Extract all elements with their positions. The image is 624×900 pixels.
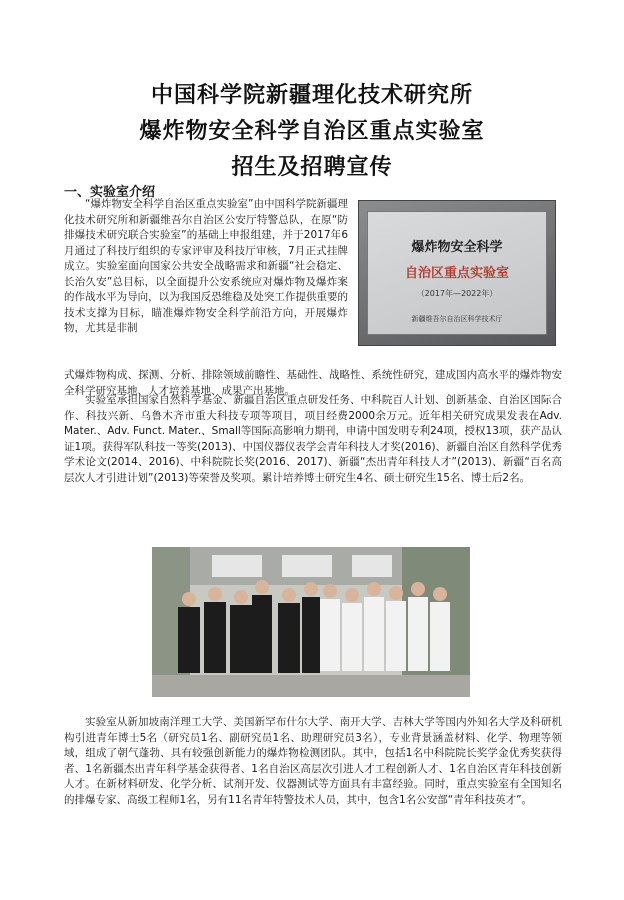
lab-plaque-photo [358,200,556,346]
plaque-line-2: 自治区重点实验室 [404,266,509,281]
team-group-photo [152,547,470,697]
team-paragraph: 实验室从新加坡南洋理工大学、美国新罕布什尔大学、南开大学、吉林大学等国内外知名大学及科研机构引进青年博士5名（研究员1名、副研究员1名、助理研究员3名），专业背景涵盖材料、化学、物理等领域，组成了朝气蓬勃、具有较强创新能力的爆炸物检测团队。其中，包括1名中科院院长奖学金优秀奖获得者、1名新疆杰出青年科学基金获得者、1名自治区高层次引进人才工程创新人才、1名自治区青年科技创新人才。在新材料研发、化学分析、试剂开发、仪器测试等方面具有丰富经验。同时，重点实验室有全国知名的排爆专家、高级工程师1名，另有11名青年特警技术人员，其中，包含1名公安部“青年科技英才”。 [64,716,562,806]
plaque-panel [367,211,547,335]
plaque-line-4: 新疆维吾尔自治区科学技术厅 [411,315,503,323]
research-paragraph: 实验室承担国家自然科学基金、新疆自治区重点研发任务、中科院百人计划、创新基金、自治区国际合作、科技兴新、乌鲁木齐市重大科技专项等项目，项目经费2000余万元。近年相关研究成果发表在Adv. Mater.、Adv. Funct. Mater.、Small等国际高影响力期刊，申请中国发明专利24项，授权13项，获产品认证1项。获得军队科技一等奖(2013)、中国仪器仪表学会青年科技人才奖(2016)、新疆自治区自然科学优秀学术论文(2014、2016)、中科院院长奖(2016、2017)、新疆“杰出青年科技人才”(2013)、新疆“百名高层次人才引进计划”(2013)等荣誉及奖项。累计培养博士研究生4名、硕士研究生15名、博士后2名。 [64,394,562,484]
section-heading: 一、实验室介绍 [64,185,156,200]
intro-paragraph-continued: 式爆炸物构成、探测、分析、排除领域前瞻性、基础性、战略性、系统性研究，建成国内高水平的爆炸物安全科学研究基地、人才培养基地、成果产出基地。 [64,369,562,397]
title-line-3: 招生及招聘宣传 [231,155,393,180]
plaque-line-1: 爆炸物安全科学 [411,240,503,255]
plaque-line-3: （2017年—2022年） [416,289,498,298]
intro-paragraph: “爆炸物安全科学自治区重点实验室”由中国科学院新疆理化技术研究所和新疆维吾尔自治区公安厅特警总队，在原“防排爆技术研究联合实验室”的基础上申报组建，并于2017年6月通过了科技厅组织的专家评审及科技厅审核，7月正式挂牌成立。实验室面向国家公共安全战略需求和新疆“社会稳定、长治久安”总目标，以全面提升公安系统应对爆炸物及爆炸案的作战水平为导向，以为我国反恐维稳及处突工作提供重要的技术支撑为目标，瞄准爆炸物安全科学前沿方向，开展爆炸物，尤其是非制 [64,198,348,334]
title-line-2: 爆炸物安全科学自治区重点实验室 [139,119,485,144]
title-line-1: 中国科学院新疆理化技术研究所 [150,83,473,108]
